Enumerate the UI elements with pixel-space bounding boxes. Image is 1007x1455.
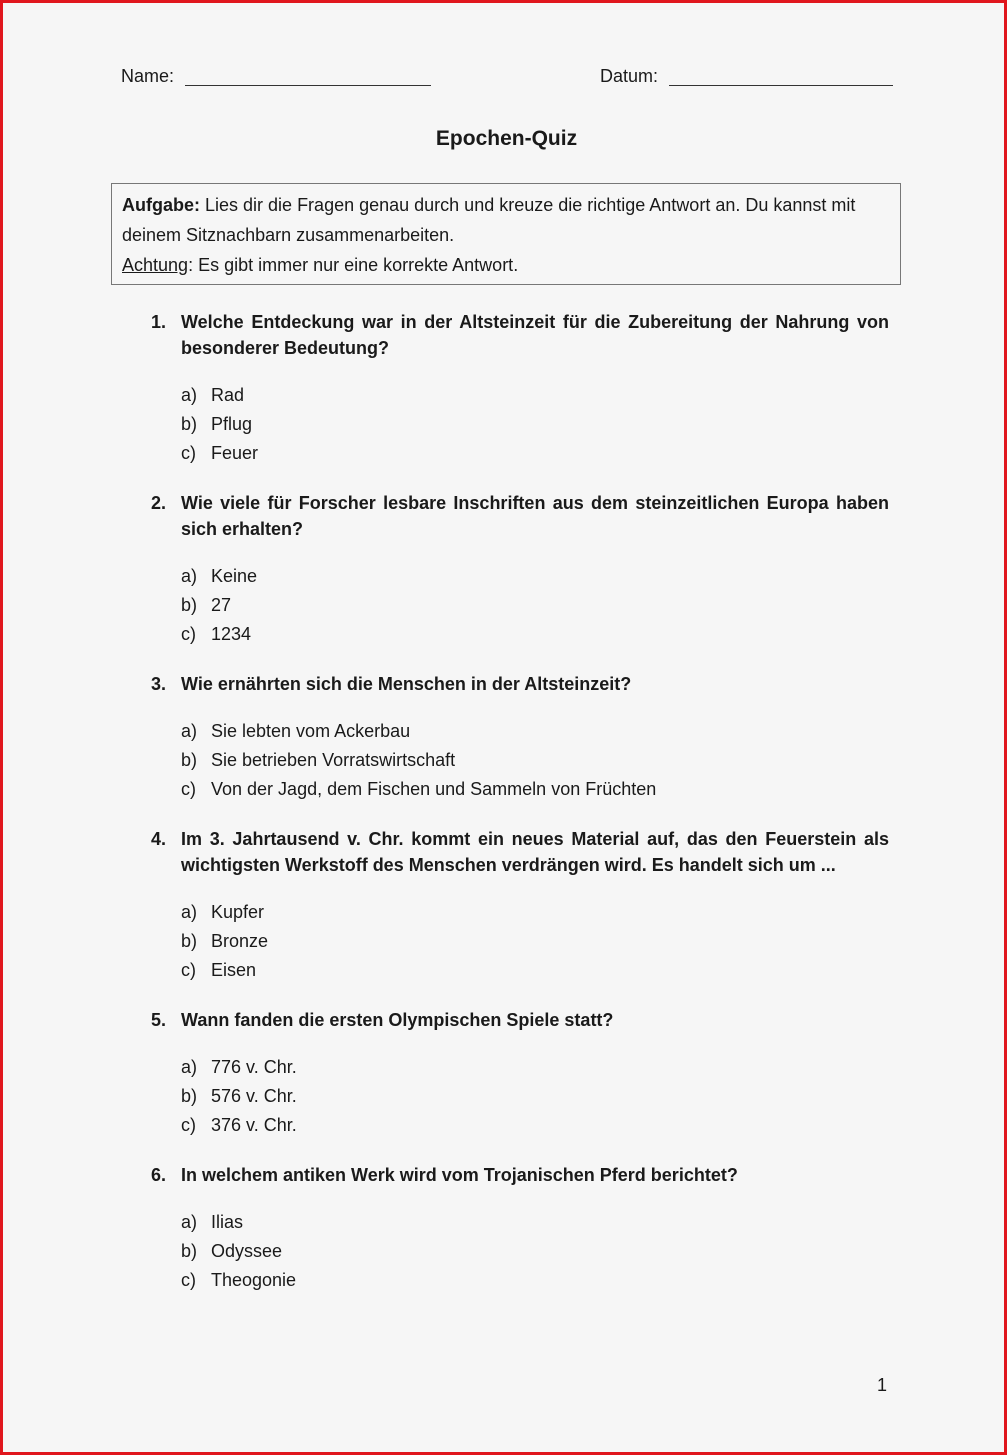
answer-option[interactable]: [181, 381, 889, 410]
answer-letter: b): [181, 595, 198, 615]
answer-option[interactable]: [181, 1208, 889, 1237]
answer-letter: c): [181, 960, 196, 980]
answer-text: Pflug: [211, 414, 253, 434]
answer-text: 576 v. Chr.: [211, 1086, 297, 1106]
answer-text: Ilias: [211, 1212, 244, 1232]
answer-option[interactable]: [181, 1111, 889, 1140]
task-instruction: [122, 190, 890, 250]
date-label: Datum:: [600, 66, 659, 86]
answer-list: [181, 562, 889, 649]
answer-text: Theogonie: [211, 1270, 297, 1290]
answer-text: Sie lebten vom Ackerbau: [211, 721, 411, 741]
question-item: [151, 1007, 889, 1140]
answer-letter: b): [181, 414, 198, 434]
answer-letter: b): [181, 1241, 198, 1261]
page-title: Epochen-Quiz: [435, 127, 578, 150]
answer-option[interactable]: [181, 1082, 889, 1111]
answer-list: [181, 1208, 889, 1295]
answer-letter: b): [181, 750, 198, 770]
question-text: In welchem antiken Werk wird vom Trojanischen Pferd berichtet?: [181, 1165, 738, 1185]
question-text: Wie viele für Forscher lesbare Inschriften aus dem steinzeitlichen Europa haben sich erhalten?: [181, 493, 889, 539]
task-box: [111, 183, 901, 285]
answer-letter: a): [181, 721, 198, 741]
question-item: [151, 490, 889, 649]
question-item: [151, 309, 889, 468]
answer-letter: a): [181, 1212, 198, 1232]
date-blank-line[interactable]: [669, 65, 893, 86]
question-number: 3.: [151, 674, 167, 694]
task-label: Aufgabe:: [122, 195, 200, 215]
answer-text: Rad: [211, 385, 245, 405]
answer-letter: a): [181, 902, 198, 922]
question-number: 6.: [151, 1165, 167, 1185]
answer-text: 376 v. Chr.: [211, 1115, 297, 1135]
answer-option[interactable]: [181, 591, 889, 620]
answer-option[interactable]: [181, 439, 889, 468]
task-text: Lies dir die Fragen genau durch und kreuze die richtige Antwort an. Du kannst mit deinem Sitznachbarn zusammenarbeiten.: [122, 195, 856, 245]
answer-letter: c): [181, 779, 196, 799]
question-number: 2.: [151, 493, 167, 513]
answer-option[interactable]: [181, 775, 889, 804]
answer-text: Feuer: [211, 443, 259, 463]
answer-letter: c): [181, 1270, 196, 1290]
question-item: [151, 671, 889, 804]
answer-letter: c): [181, 624, 196, 644]
answer-list: [181, 1053, 889, 1140]
answer-text: Odyssee: [211, 1241, 283, 1261]
answer-option[interactable]: [181, 927, 889, 956]
question-text: Wann fanden die ersten Olympischen Spiele statt?: [181, 1010, 614, 1030]
page-number: 1: [877, 1375, 888, 1395]
question-number: 1.: [151, 312, 167, 332]
question-heading: [151, 826, 889, 878]
question-item: [151, 826, 889, 985]
answer-option[interactable]: [181, 717, 889, 746]
answer-option[interactable]: [181, 562, 889, 591]
question-number: 4.: [151, 829, 167, 849]
answer-list: [181, 717, 889, 804]
question-heading: [151, 1007, 889, 1033]
name-blank-line[interactable]: [185, 65, 431, 86]
answer-list: [181, 381, 889, 468]
answer-option[interactable]: [181, 1237, 889, 1266]
answer-letter: a): [181, 385, 198, 405]
answer-option[interactable]: [181, 898, 889, 927]
question-text: Welche Entdeckung war in der Altsteinzeit für die Zubereitung der Nahrung von besonderer Bedeutung?: [181, 312, 889, 358]
name-label: Name:: [121, 66, 175, 86]
name-field: [121, 65, 431, 87]
answer-text: Kupfer: [211, 902, 265, 922]
date-field: [600, 65, 893, 87]
question-text: Wie ernährten sich die Menschen in der Altsteinzeit?: [181, 674, 632, 694]
answer-option[interactable]: [181, 1266, 889, 1295]
answer-list: [181, 898, 889, 985]
answer-letter: a): [181, 1057, 198, 1077]
answer-text: 1234: [211, 624, 252, 644]
question-number: 5.: [151, 1010, 167, 1030]
task-warning: [122, 250, 890, 280]
answer-text: 776 v. Chr.: [211, 1057, 297, 1077]
answer-text: Von der Jagd, dem Fischen und Sammeln von Früchten: [211, 779, 657, 799]
question-item: [151, 1162, 889, 1295]
question-heading: [151, 490, 889, 542]
answer-option[interactable]: [181, 956, 889, 985]
warning-text: : Es gibt immer nur eine korrekte Antwort.: [188, 255, 519, 275]
warning-label: Achtung: [122, 255, 189, 275]
answer-text: Bronze: [211, 931, 269, 951]
question-text: Im 3. Jahrtausend v. Chr. kommt ein neues Material auf, das den Feuerstein als wichtigsten Werkstoff des Menschen verdrängen wird. Es handelt sich um ...: [181, 829, 889, 875]
question-list: [151, 309, 889, 1317]
question-heading: [151, 309, 889, 361]
answer-letter: c): [181, 443, 196, 463]
answer-letter: a): [181, 566, 198, 586]
answer-option[interactable]: [181, 410, 889, 439]
answer-text: Keine: [211, 566, 258, 586]
answer-letter: b): [181, 931, 198, 951]
answer-option[interactable]: [181, 746, 889, 775]
answer-option[interactable]: [181, 620, 889, 649]
answer-text: Eisen: [211, 960, 257, 980]
answer-letter: c): [181, 1115, 196, 1135]
question-heading: [151, 671, 889, 697]
answer-text: 27: [211, 595, 232, 615]
answer-text: Sie betrieben Vorratswirtschaft: [211, 750, 456, 770]
question-heading: [151, 1162, 889, 1188]
answer-option[interactable]: [181, 1053, 889, 1082]
answer-letter: b): [181, 1086, 198, 1106]
